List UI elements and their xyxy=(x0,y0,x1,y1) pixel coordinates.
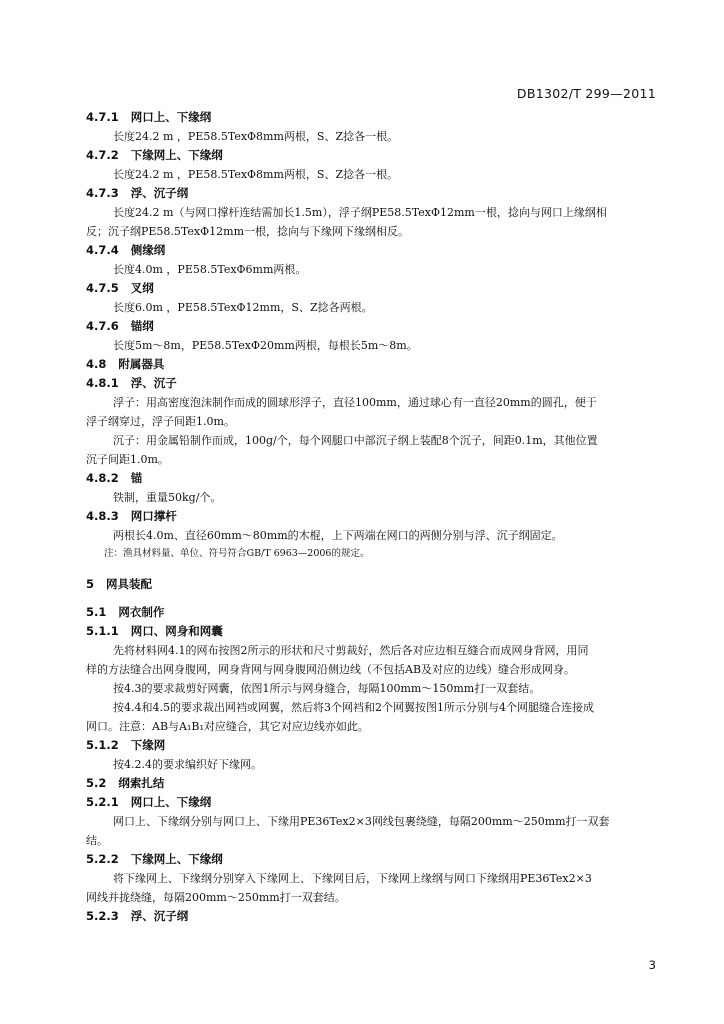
chapter-heading xyxy=(86,575,658,594)
paragraph: 网口上、下缘纲分别与网口上、下缘用PE36Tex2×3网线包裹绕缝，每隔200mm～250mm打一双套 xyxy=(113,815,610,828)
paragraph-continuation: 样的方法缝合出网身腹网，网身背网与网身腹网沿侧边线（不包括AB及对应的边线）缝合形成网身。 xyxy=(86,663,576,676)
heading-title: 网衣制作 xyxy=(118,605,165,619)
section-heading xyxy=(86,774,658,793)
heading-number: 4.8 xyxy=(86,357,107,371)
heading-title: 附属器具 xyxy=(118,357,165,371)
heading-title: 下缘网上、下缘纲 xyxy=(130,148,223,162)
standard-number: DB1302/T 299—2011 xyxy=(516,86,656,101)
heading-title: 下缘网上、下缘纲 xyxy=(130,852,223,866)
paragraph-continuation: 浮子纲穿过，浮子间距1.0m。 xyxy=(86,415,235,428)
heading-title: 浮、沉子纲 xyxy=(130,909,189,923)
heading-number: 4.8.2 xyxy=(86,471,119,485)
heading-number: 5.1.2 xyxy=(86,738,119,752)
paragraph: 长度24.2 m ，PE58.5TexΦ8mm两根，S、Z捻各一根。 xyxy=(113,168,399,181)
heading-number: 4.7.5 xyxy=(86,281,119,295)
section-heading xyxy=(86,108,658,127)
section-heading xyxy=(86,622,658,641)
paragraph-continuation: 沉子间距1.0m。 xyxy=(86,453,169,466)
section-heading xyxy=(86,507,658,526)
heading-number: 5 xyxy=(86,577,95,591)
heading-title: 网口上、下缘纲 xyxy=(130,795,212,809)
heading-title: 纲索扎结 xyxy=(118,776,165,790)
section-heading xyxy=(86,469,658,488)
section-heading xyxy=(86,146,658,165)
heading-number: 4.8.1 xyxy=(86,376,119,390)
section-heading xyxy=(86,374,658,393)
heading-number: 4.7.3 xyxy=(86,186,119,200)
heading-title: 锚 xyxy=(130,471,143,485)
heading-number: 4.8.3 xyxy=(86,509,119,523)
paragraph: 长度5m～8m，PE58.5TexΦ20mm两根，每根长5m～8m。 xyxy=(113,339,418,352)
paragraph: 浮子：用高密度泡沫制作而成的圆球形浮子，直径100mm，通过球心有一直径20mm的圆孔，便于 xyxy=(113,396,597,409)
section-heading xyxy=(86,241,658,260)
document-body xyxy=(86,108,658,926)
page-number: 3 xyxy=(648,958,656,972)
section-heading xyxy=(86,603,658,622)
heading-title: 网具装配 xyxy=(106,577,153,591)
section-heading xyxy=(86,279,658,298)
section-heading xyxy=(86,355,658,374)
paragraph: 按4.2.4的要求编织好下缘网。 xyxy=(113,758,262,771)
paragraph-continuation: 反；沉子纲PE58.5TexΦ12mm一根，捻向与下缘网下缘纲相反。 xyxy=(86,225,409,238)
paragraph: 长度4.0m ，PE58.5TexΦ6mm两根。 xyxy=(113,263,307,276)
paragraph-continuation: 结。 xyxy=(86,834,108,847)
paragraph: 沉子：用金属铅制作而成，100g/个，每个网腿口中部沉子纲上装配8个沉子，间距0.1m，其他位置 xyxy=(113,434,598,447)
heading-number: 5.2.3 xyxy=(86,909,119,923)
heading-title: 锚纲 xyxy=(130,319,154,333)
heading-number: 4.7.2 xyxy=(86,148,119,162)
heading-title: 浮、沉子 xyxy=(130,376,177,390)
heading-title: 下缘网 xyxy=(130,738,166,752)
heading-title: 网口上、下缘纲 xyxy=(130,110,212,124)
paragraph: 将下缘网上、下缘纲分别穿入下缘网上、下缘网目后，下缘网上缘纲与网口下缘纲用PE36Tex2×3 xyxy=(113,872,592,885)
heading-number: 5.1.1 xyxy=(86,624,119,638)
paragraph: 两根长4.0m、直径60mm～80mm的木棍，上下两端在网口的两侧分别与浮、沉子纲固定。 xyxy=(113,529,563,542)
section-heading xyxy=(86,907,658,926)
heading-title: 网口、网身和网囊 xyxy=(130,624,223,638)
paragraph-continuation: 网线并拢绕缝，每隔200mm～250mm打一双套结。 xyxy=(86,891,346,904)
section-heading xyxy=(86,793,658,812)
heading-number: 5.2 xyxy=(86,776,107,790)
paragraph: 铁制，重量50kg/个。 xyxy=(113,491,222,504)
heading-number: 5.2.1 xyxy=(86,795,119,809)
paragraph: 长度24.2 m（与网口撑杆连结需加长1.5m），浮子纲PE58.5TexΦ12mm一根，捻向与网口上缘纲相 xyxy=(113,206,607,219)
paragraph: 长度24.2 m ，PE58.5TexΦ8mm两根，S、Z捻各一根。 xyxy=(113,130,399,143)
section-heading xyxy=(86,184,658,203)
section-heading xyxy=(86,736,658,755)
section-heading xyxy=(86,317,658,336)
heading-number: 5.1 xyxy=(86,605,107,619)
heading-number: 4.7.1 xyxy=(86,110,119,124)
paragraph: 按4.3的要求裁剪好网囊，依图1所示与网身缝合，每隔100mm～150mm打一双套结。 xyxy=(113,682,541,695)
paragraph-continuation: 网口。注意：AB与A₁B₁对应缝合，其它对应边线亦如此。 xyxy=(86,720,369,733)
section-heading xyxy=(86,850,658,869)
heading-number: 5.2.2 xyxy=(86,852,119,866)
heading-title: 网口撑杆 xyxy=(130,509,177,523)
note: 注：渔具材料量、单位、符号符合GB/T 6963—2006的规定。 xyxy=(104,548,370,559)
heading-title: 浮、沉子纲 xyxy=(130,186,189,200)
heading-title: 侧缘纲 xyxy=(130,243,166,257)
heading-number: 4.7.4 xyxy=(86,243,119,257)
paragraph: 先将材料网4.1的网布按图2所示的形状和尺寸剪裁好，然后各对应边相互缝合而成网身背网，用同 xyxy=(113,644,589,657)
paragraph: 按4.4和4.5的要求裁出网裆或网翼，然后将3个网裆和2个网翼按图1所示分别与4个网腿缝合连接成 xyxy=(113,701,594,714)
heading-number: 4.7.6 xyxy=(86,319,119,333)
heading-title: 叉纲 xyxy=(130,281,154,295)
paragraph: 长度6.0m ，PE58.5TexΦ12mm，S、Z捻各两根。 xyxy=(113,301,373,314)
